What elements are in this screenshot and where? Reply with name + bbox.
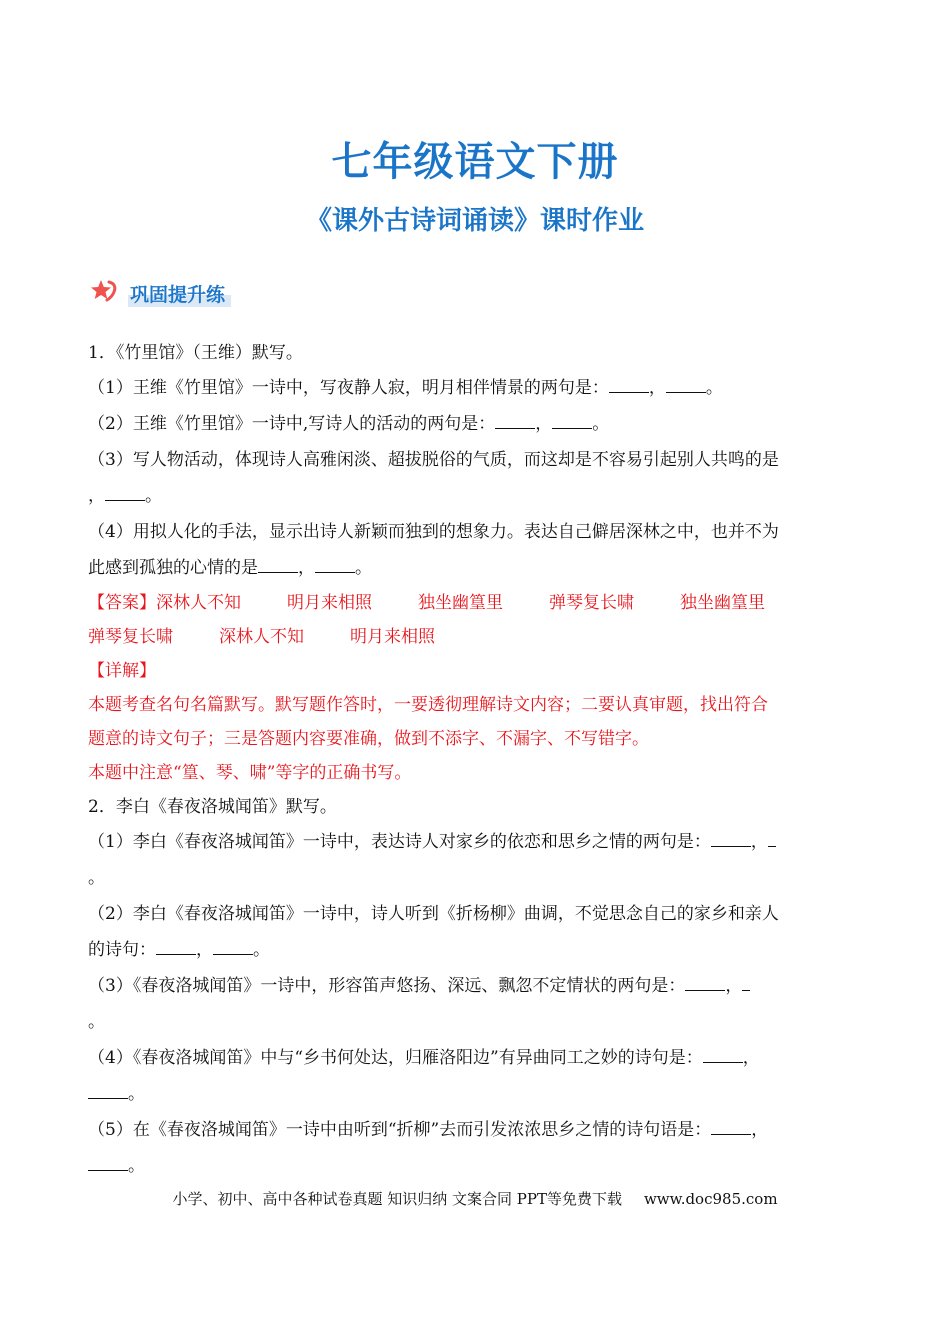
question-2-part-1: [88, 824, 864, 860]
question-2-part-2: （2）李白《春夜洛城闻笛》一诗中，诗人听到《折杨柳》曲调，不觉思念自己的家乡和亲人: [88, 904, 779, 924]
star-icon: [90, 278, 120, 308]
question-1-part-1: [88, 370, 864, 406]
part-text: 的诗句：: [88, 940, 156, 960]
question-2-part-4: [88, 1040, 864, 1076]
comma: ，: [648, 378, 666, 398]
question-2-part-3: [88, 968, 864, 1004]
answer-label: 【答案】: [88, 593, 156, 613]
document-title: 七年级语文下册: [331, 139, 619, 185]
part-text: （3）《春夜洛城闻笛》一诗中，形容笛声悠扬、深远、飘忽不定情状的两句是：: [88, 976, 686, 996]
answer-blank: [495, 408, 535, 429]
question-2-part-1-cont: 。: [88, 868, 105, 888]
comma: ，: [88, 486, 105, 506]
section-label: 巩固提升练: [128, 280, 231, 307]
question-2-stem: 2．李白《春夜洛城闻笛》默写。: [88, 797, 337, 817]
document-subtitle: 《课外古诗词诵读》课时作业: [305, 206, 644, 236]
answer-blank: [742, 970, 750, 991]
comma: ，: [535, 414, 553, 434]
period: 。: [253, 940, 270, 960]
answer-blank: [703, 1042, 743, 1063]
question-content: [88, 336, 864, 1184]
answer-blank: [213, 934, 253, 955]
footer-text: 小学、初中、高中各种试卷真题 知识归纳 文案合同 PPT等免费下载: [172, 1190, 622, 1208]
detail-line-2: 题意的诗文句子；三是答题内容要准确，做到不添字、不漏字、不写错字。: [88, 729, 649, 749]
period: 。: [128, 1084, 145, 1104]
period: 。: [355, 558, 372, 578]
part-text: （1）王维《竹里馆》一诗中，写夜静人寂，明月相伴情景的两句是：: [88, 378, 609, 398]
answer-item: 弹琴复长啸: [549, 593, 634, 613]
period: 。: [592, 414, 610, 434]
answer-blank: [552, 408, 592, 429]
answer-blank: [711, 826, 751, 847]
question-2-part-5: [88, 1112, 864, 1148]
question-1-part-3-cont: [88, 478, 864, 514]
detail-line-3: 本题中注意“篁、琴、啸”等字的正确书写。: [88, 763, 412, 783]
answer-blank: [156, 934, 196, 955]
answer-blank: [88, 1150, 128, 1171]
answer-blank: [315, 552, 355, 573]
answer-item: 深林人不知: [156, 593, 241, 613]
answer-blank: [258, 552, 298, 573]
question-2-part-3-cont: 。: [88, 1012, 105, 1032]
answer-item: 独坐幽篁里: [680, 593, 765, 613]
comma: ，: [742, 1048, 760, 1068]
answer-blank: [685, 970, 725, 991]
question-2-part-2-cont: [88, 932, 864, 968]
section-header: [90, 278, 231, 308]
question-1-stem: 1．《竹里馆》（王维）默写。: [88, 343, 303, 363]
footer-site-link[interactable]: www.doc985.com: [643, 1190, 778, 1208]
question-1-part-3: （3）写人物活动，体现诗人高雅闲淡、超拔脱俗的气质，而这却是不容易引起别人共鸣的是: [88, 450, 779, 470]
detail-label: 【详解】: [88, 661, 156, 681]
part-text: （5）在《春夜洛城闻笛》一诗中由听到“折柳”去而引发浓浓思乡之情的诗句语是：: [88, 1120, 712, 1140]
answer-item: 明月来相照: [350, 627, 435, 647]
answer-line-2: [88, 620, 864, 654]
part-text: 此感到孤独的心情的是: [88, 558, 258, 578]
answer-item: 独坐幽篁里: [418, 593, 503, 613]
answer-item: 弹琴复长啸: [88, 627, 173, 647]
answer-blank: [609, 372, 649, 393]
answer-blank: [105, 480, 145, 501]
part-text: （1）李白《春夜洛城闻笛》一诗中，表达诗人对家乡的依恋和思乡之情的两句是：: [88, 832, 711, 852]
part-text: （4）《春夜洛城闻笛》中与“乡书何处达，归雁洛阳边”有异曲同工之妙的诗句是：: [88, 1048, 703, 1068]
page-footer: [0, 1188, 950, 1209]
question-1-part-4: （4）用拟人化的手法，显示出诗人新颖而独到的想象力。表达自己僻居深林之中，也并不为: [88, 522, 779, 542]
answer-item: 明月来相照: [287, 593, 372, 613]
answer-line-1: [88, 586, 864, 620]
answer-blank: [88, 1078, 128, 1099]
period: 。: [705, 378, 723, 398]
answer-blank: [711, 1114, 751, 1135]
part-text: （2）王维《竹里馆》一诗中,写诗人的活动的两句是：: [88, 414, 496, 434]
comma: ，: [196, 940, 213, 960]
detail-line-1: 本题考查名句名篇默写。默写题作答时，一要透彻理解诗文内容；二要认真审题，找出符合: [88, 695, 768, 715]
period: 。: [128, 1156, 145, 1176]
comma: ，: [750, 832, 768, 852]
comma: ，: [751, 1120, 769, 1140]
comma: ，: [298, 558, 315, 578]
comma: ，: [725, 976, 743, 996]
question-2-part-4-cont: [88, 1076, 864, 1112]
question-1-part-4-cont: [88, 550, 864, 586]
answer-blank: [666, 372, 706, 393]
answer-item: 深林人不知: [219, 627, 304, 647]
question-1-part-2: [88, 406, 864, 442]
answer-blank: [768, 826, 776, 847]
question-2-part-5-cont: [88, 1148, 864, 1184]
period: 。: [145, 486, 162, 506]
